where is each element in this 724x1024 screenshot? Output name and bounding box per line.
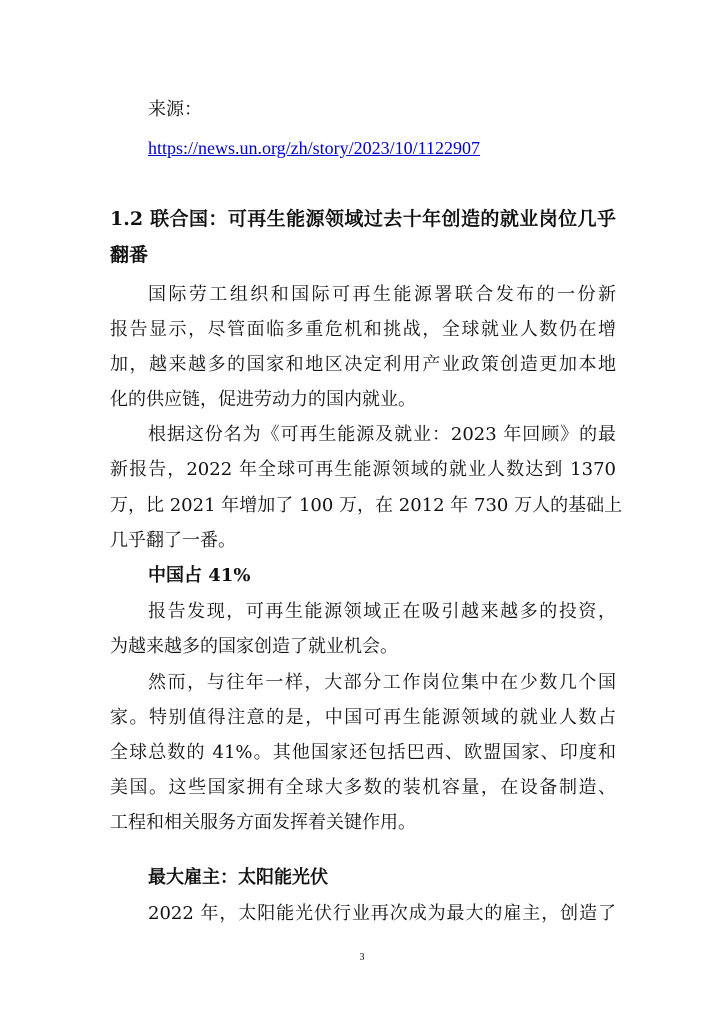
subheading-largest-employer: 最大雇主：太阳能光伏 [148, 867, 328, 888]
paragraph-line: 新报告，2022 年全球可再生能源领域的就业人数达到 1370 [110, 459, 616, 480]
subheading-china-share: 中国占 41% [148, 565, 251, 586]
paragraph-line: 根据这份名为《可再生能源及就业：2023 年回顾》的最 [148, 424, 616, 445]
paragraph-line: 全球总数的 41%。其他国家还包括巴西、欧盟国家、印度和 [110, 742, 616, 763]
paragraph-line: 家。特别值得注意的是，中国可再生能源领域的就业人数占 [110, 707, 616, 728]
section-heading-line-2: 翻番 [110, 244, 149, 266]
paragraph-line: 美国。这些国家拥有全球大多数的装机容量，在设备制造、 [110, 777, 616, 798]
paragraph-line: 国际劳工组织和国际可再生能源署联合发布的一份新 [148, 284, 616, 305]
paragraph-line: 为越来越多的国家创造了就业机会。 [110, 636, 398, 657]
paragraph-line: 加，越来越多的国家和地区决定利用产业政策创造更加本地 [110, 354, 616, 375]
source-link[interactable]: https://news.un.org/zh/story/2023/10/1122907 [148, 138, 480, 158]
paragraph-line: 化的供应链，促进劳动力的国内就业。 [110, 389, 416, 410]
paragraph-line: 2022 年，太阳能光伏行业再次成为最大的雇主，创造了 [148, 903, 616, 924]
paragraph-line: 然而，与往年一样，大部分工作岗位集中在少数几个国 [148, 672, 616, 693]
section-heading-line-1: 1.2 联合国：可再生能源领域过去十年创造的就业岗位几乎 [110, 208, 616, 230]
paragraph-line: 报告显示，尽管面临多重危机和挑战，全球就业人数仍在增 [110, 319, 616, 340]
paragraph-line: 几乎翻了一番。 [110, 530, 236, 551]
paragraph-line: 报告发现，可再生能源领域正在吸引越来越多的投资， [148, 601, 616, 622]
paragraph-line: 万，比 2021 年增加了 100 万，在 2012 年 730 万人的基础上 [110, 495, 623, 516]
paragraph-line: 工程和相关服务方面发挥着关键作用。 [110, 812, 416, 833]
source-label: 来源： [148, 99, 202, 120]
page-number: 3 [359, 952, 365, 963]
